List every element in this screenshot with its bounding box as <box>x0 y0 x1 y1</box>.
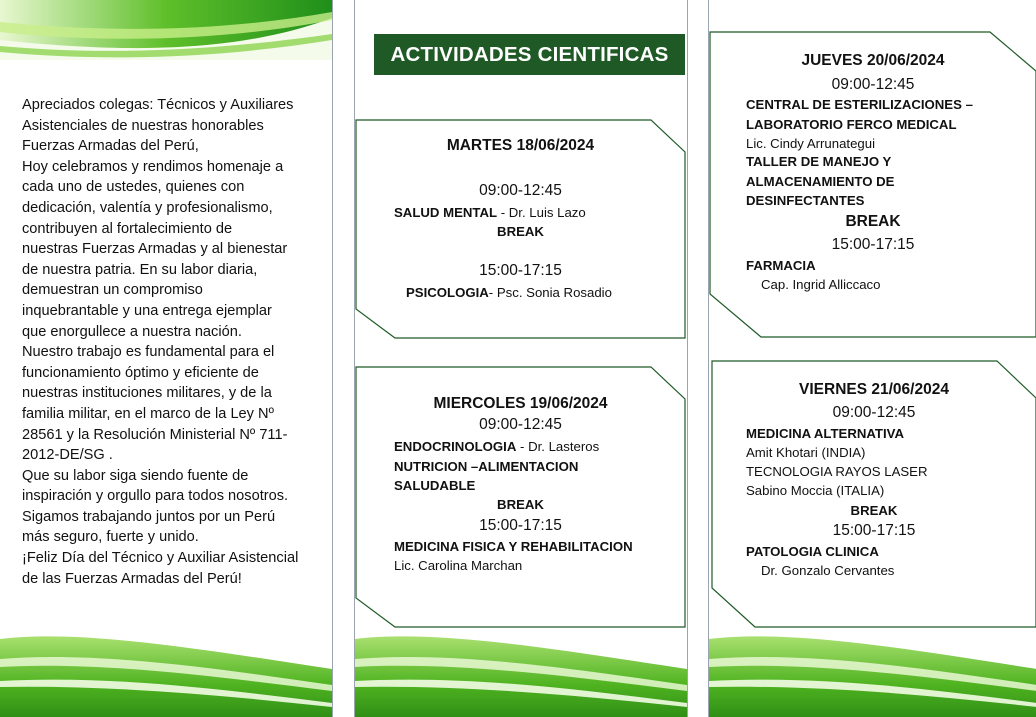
letter-line: demuestran un compromiso <box>22 282 203 299</box>
activity-speaker: - Dr. Lasteros <box>516 439 600 454</box>
letter-line: dedicación, valentía y profesionalismo, <box>22 199 273 216</box>
day-heading: JUEVES 20/06/2024 <box>801 52 945 69</box>
break-label: BREAK <box>845 213 901 230</box>
day-card-martes <box>355 119 686 339</box>
activity-speaker: Dr. Gonzalo Cervantes <box>761 563 895 578</box>
greeting-letter <box>22 95 322 589</box>
time-slot-afternoon: 15:00-17:15 <box>479 517 562 534</box>
time-slot-morning: 09:00-12:45 <box>832 404 916 421</box>
letter-line: de las Fuerzas Armadas del Perú! <box>22 570 242 587</box>
letter-line: Sigamos trabajando juntos por un Perú <box>22 508 276 525</box>
schedule-panel-1 <box>354 0 688 717</box>
letter-line: Asistenciales de nuestras honorables <box>22 117 264 134</box>
letter-line: 28561 y la Resolución Ministerial Nº 711- <box>22 426 288 443</box>
green-wave-bottom <box>709 629 1036 717</box>
time-slot-morning: 09:00-12:45 <box>479 182 562 199</box>
activity-title: SALUD MENTAL <box>394 205 498 220</box>
day-heading: MARTES 18/06/2024 <box>446 137 595 154</box>
letter-line: Que su labor siga siendo fuente de <box>22 467 249 484</box>
letter-panel <box>0 0 333 717</box>
day-card-jueves <box>709 31 1036 338</box>
letter-line: nuestras instituciones militares, y de la <box>22 385 272 402</box>
green-wave-top <box>0 0 332 60</box>
letter-line: nuestras Fuerzas Armadas y al bienestar <box>22 241 288 258</box>
activity-item <box>394 205 586 220</box>
time-slot-afternoon: 15:00-17:15 <box>831 236 915 253</box>
activity-title: TECNOLOGIA RAYOS LASER <box>746 464 928 479</box>
green-wave-bottom <box>355 629 687 717</box>
letter-line: inquebrantable y una entrega ejemplar <box>22 302 272 319</box>
time-slot-morning: 09:00-12:45 <box>479 416 562 433</box>
day-card-viernes <box>711 360 1036 628</box>
day-heading: MIERCOLES 19/06/2024 <box>433 395 608 412</box>
activity-title: MEDICINA FISICA Y REHABILITACION <box>394 539 633 554</box>
activity-speaker: - Psc. Sonia Rosadio <box>488 285 612 300</box>
letter-line: Fuerzas Armadas del Perú, <box>22 138 199 155</box>
activity-title: PSICOLOGIA <box>406 285 489 300</box>
activity-title: NUTRICION –ALIMENTACION <box>394 459 579 474</box>
activity-title: ALMACENAMIENTO DE <box>746 174 895 189</box>
activity-title: CENTRAL DE ESTERILIZACIONES – <box>746 97 973 112</box>
activity-title: ENDOCRINOLOGIA <box>394 439 517 454</box>
day-card-miercoles <box>355 366 686 628</box>
letter-line: cada uno de ustedes, quienes con <box>22 179 245 196</box>
activity-item <box>406 285 612 300</box>
letter-line: ¡Feliz Día del Técnico y Auxiliar Asistencial <box>22 550 299 567</box>
letter-line: funcionamiento óptimo y eficiente de <box>22 364 259 381</box>
letter-line: Hoy celebramos y rendimos homenaje a <box>22 158 284 175</box>
letter-line: Apreciados colegas: Técnicos y Auxiliares <box>22 97 294 113</box>
green-wave-bottom <box>0 629 332 717</box>
activity-title: FARMACIA <box>746 258 816 273</box>
time-slot-afternoon: 15:00-17:15 <box>479 262 562 279</box>
activity-speaker: - Dr. Luis Lazo <box>497 205 586 220</box>
activity-speaker: Lic. Cindy Arrunategui <box>746 136 876 151</box>
break-label: BREAK <box>497 224 544 239</box>
activity-title: LABORATORIO FERCO MEDICAL <box>746 117 957 132</box>
time-slot-afternoon: 15:00-17:15 <box>832 522 916 539</box>
activity-speaker: Cap. Ingrid Alliccaco <box>761 277 881 292</box>
letter-line: 2012-DE/SG . <box>22 447 113 464</box>
letter-line: contribuyen al fortalecimiento de <box>22 220 233 237</box>
break-label: BREAK <box>497 497 544 512</box>
activity-title: PATOLOGIA CLINICA <box>746 544 879 559</box>
activity-speaker: Lic. Carolina Marchan <box>394 558 523 573</box>
time-slot-morning: 09:00-12:45 <box>831 76 915 93</box>
activity-title: DESINFECTANTES <box>746 193 865 208</box>
letter-line: inspiración y orgullo para todos nosotros. <box>22 488 289 505</box>
activity-speaker: Amit Khotari (INDIA) <box>746 445 866 460</box>
letter-line: Nuestro trabajo es fundamental para el <box>22 344 275 361</box>
letter-line: de nuestra patria. En su labor diaria, <box>22 261 258 278</box>
activity-title: MEDICINA ALTERNATIVA <box>746 426 904 441</box>
day-heading: VIERNES 21/06/2024 <box>799 381 949 398</box>
activity-item <box>394 439 599 454</box>
activity-title: TALLER DE MANEJO Y <box>746 154 892 169</box>
schedule-panel-2 <box>708 0 1036 717</box>
letter-line: más seguro, fuerte y unido. <box>22 529 199 546</box>
break-label: BREAK <box>850 503 898 518</box>
activity-speaker: Sabino Moccia (ITALIA) <box>746 483 885 498</box>
letter-line: que enorgullece a nuestra nación. <box>22 323 242 340</box>
activity-title: SALUDABLE <box>394 478 476 493</box>
letter-line: familia militar, en el marco de la Ley Nº <box>22 405 274 422</box>
page-title: ACTIVIDADES CIENTIFICAS <box>374 34 685 75</box>
